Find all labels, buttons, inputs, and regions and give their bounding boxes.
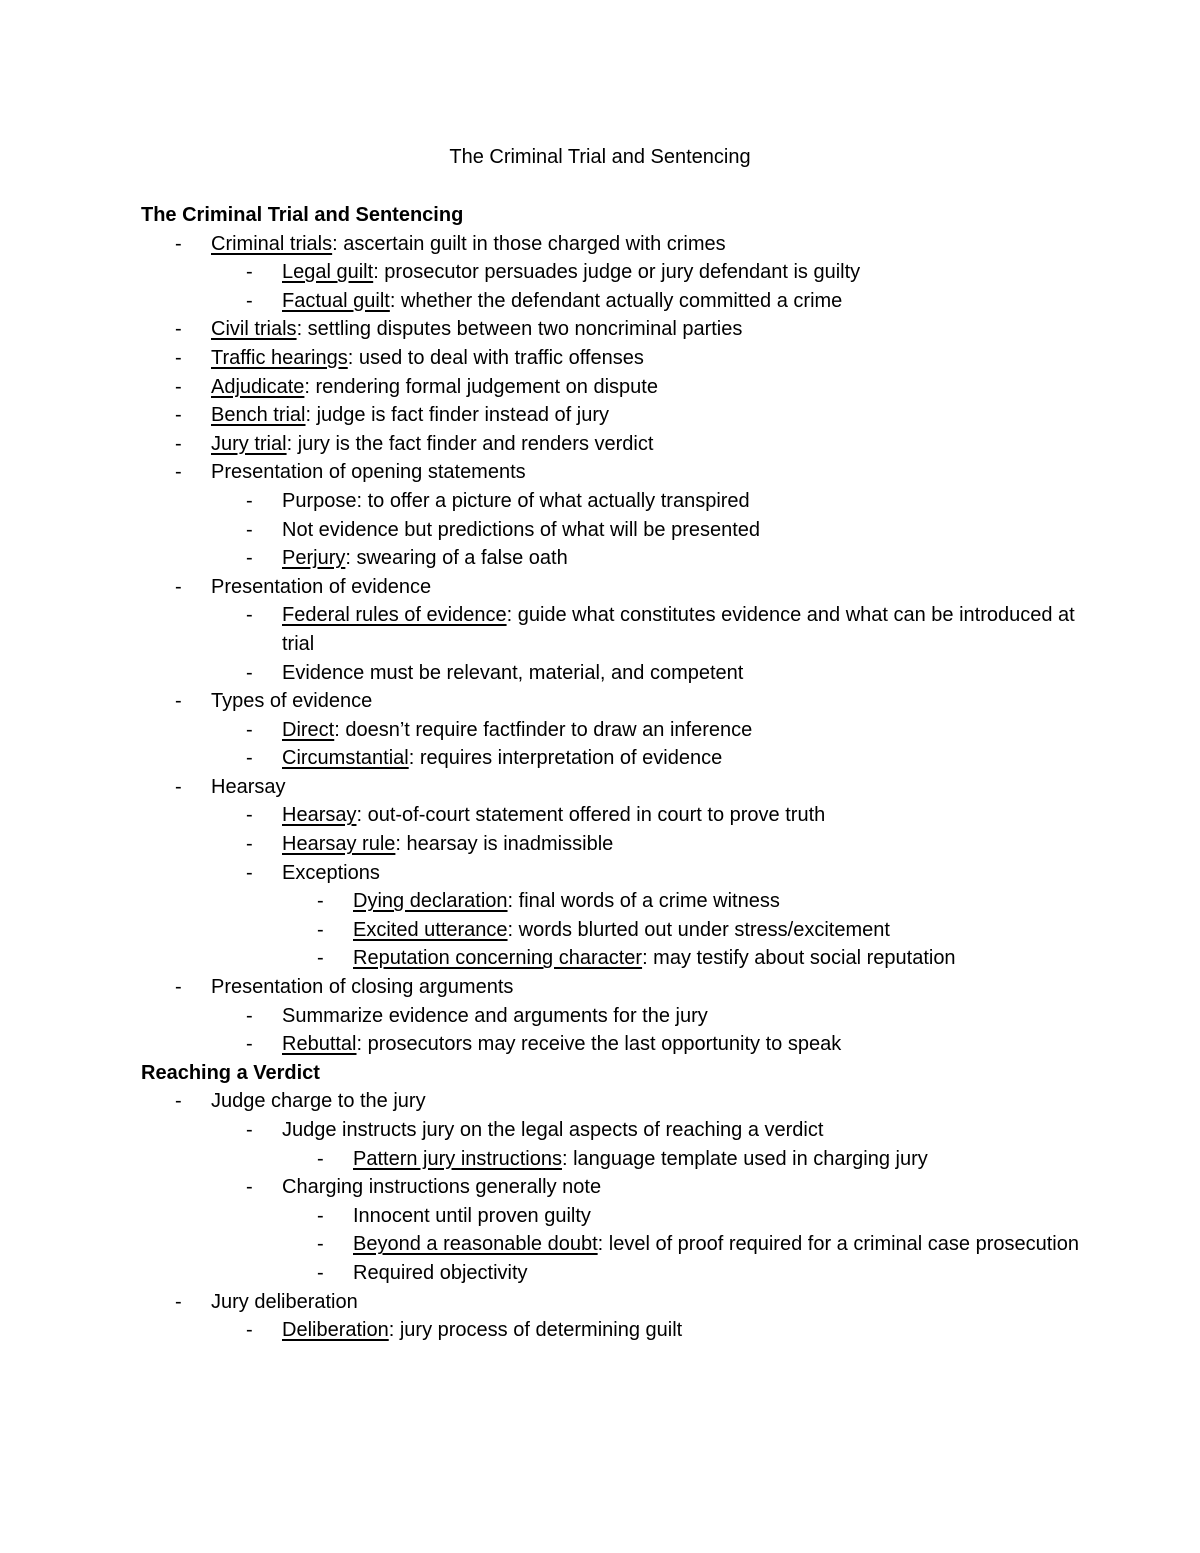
bullet-dash-icon: -	[246, 261, 253, 284]
outline-item-level-1	[141, 1087, 1081, 1116]
bullet-dash-icon: -	[246, 489, 253, 512]
item-text: Judge instructs jury on the legal aspects of reaching a verdict	[282, 1119, 824, 1141]
outline-item-level-3	[141, 1145, 1081, 1174]
definition-text: : used to deal with traffic offenses	[347, 346, 644, 369]
bullet-dash-icon: -	[175, 976, 182, 999]
outline-item-level-2	[141, 1030, 1081, 1059]
defined-term: Circumstantial	[282, 747, 409, 770]
bullet-dash-icon: -	[246, 861, 253, 884]
defined-term: Civil trials	[211, 318, 297, 341]
bullet-dash-icon: -	[175, 461, 182, 484]
bullet-dash-icon: -	[175, 232, 182, 255]
outline-item-level-2	[141, 601, 1081, 658]
definition-text: : requires interpretation of evidence	[408, 747, 723, 770]
outline-item-level-2	[141, 487, 1081, 516]
section-heading: Reaching a Verdict	[141, 1061, 320, 1084]
item-text: Hearsay	[211, 775, 286, 798]
item-text: Charging instructions generally note	[282, 1176, 602, 1199]
defined-term: Pattern jury instructions	[353, 1147, 562, 1170]
defined-term: Excited utterance	[353, 918, 508, 941]
bullet-dash-icon: -	[246, 1176, 253, 1199]
defined-term: Traffic hearings	[211, 346, 348, 369]
outline-item-level-1	[141, 401, 1081, 430]
outline-item-level-2	[141, 287, 1081, 316]
bullet-dash-icon: -	[175, 318, 182, 341]
bullet-dash-icon: -	[246, 1004, 253, 1027]
bullet-dash-icon: -	[175, 575, 182, 598]
outline-item-level-1	[141, 1288, 1081, 1317]
outline-item-level-1	[141, 344, 1081, 373]
outline-item-level-1	[141, 315, 1081, 344]
defined-term: Reputation concerning character	[353, 947, 643, 970]
outline-item-level-2	[141, 516, 1081, 545]
item-text: Types of evidence	[211, 690, 373, 713]
bullet-dash-icon: -	[317, 1147, 324, 1170]
item-text: Purpose: to offer a picture of what actually transpired	[282, 489, 750, 512]
definition-text: : ascertain guilt in those charged with crimes	[332, 232, 726, 255]
bullet-dash-icon: -	[317, 918, 324, 941]
item-text: Required objectivity	[353, 1261, 528, 1284]
outline-item-level-3	[141, 1202, 1081, 1231]
outline-item-level-3	[141, 1230, 1081, 1259]
outline-item-level-1	[141, 573, 1081, 602]
outline-item-level-3	[141, 1259, 1081, 1288]
defined-term: Beyond a reasonable doubt	[353, 1233, 598, 1256]
outline-item-level-1	[141, 373, 1081, 402]
outline-item-level-2	[141, 859, 1081, 888]
defined-term: Factual guilt	[282, 289, 390, 312]
definition-text: : guide what constitutes evidence and what can be introduced at trial	[282, 604, 1075, 655]
defined-term: Direct	[282, 718, 335, 741]
definition-text: : prosecutor persuades judge or jury defendant is guilty	[373, 261, 861, 284]
item-text: Exceptions	[282, 861, 380, 884]
definition-text: : hearsay is inadmissible	[395, 833, 614, 856]
bullet-dash-icon: -	[246, 747, 253, 770]
outline-item-level-1	[141, 773, 1081, 802]
item-text: Summarize evidence and arguments for the jury	[282, 1004, 708, 1027]
bullet-dash-icon: -	[246, 804, 253, 827]
outline-item-level-3	[141, 944, 1081, 973]
bullet-dash-icon: -	[246, 718, 253, 741]
definition-text: : swearing of a false oath	[345, 547, 568, 570]
page-title: The Criminal Trial and Sentencing	[449, 146, 751, 168]
defined-term: Legal guilt	[282, 261, 374, 284]
item-text: Presentation of opening statements	[211, 461, 526, 484]
definition-text: : words blurted out under stress/excitement	[507, 918, 890, 941]
defined-term: Bench trial	[211, 404, 306, 427]
item-text: Not evidence but predictions of what will be presented	[282, 518, 761, 541]
outline-item-level-1	[141, 430, 1081, 459]
item-text: Judge charge to the jury	[211, 1090, 426, 1113]
definition-text: : rendering formal judgement on dispute	[304, 375, 658, 398]
outline-item-level-2	[141, 1116, 1081, 1145]
bullet-dash-icon: -	[246, 1319, 253, 1342]
outline-item-level-2	[141, 801, 1081, 830]
outline-item-level-2	[141, 830, 1081, 859]
bullet-dash-icon: -	[175, 1090, 182, 1113]
definition-text: : level of proof required for a criminal case prosecution	[597, 1233, 1079, 1256]
bullet-dash-icon: -	[246, 547, 253, 570]
section-heading: The Criminal Trial and Sentencing	[141, 204, 464, 226]
definition-text: : jury process of determining guilt	[388, 1319, 683, 1342]
bullet-dash-icon: -	[175, 1290, 182, 1313]
definition-text: : jury is the fact finder and renders verdict	[286, 432, 654, 455]
bullet-dash-icon: -	[246, 661, 253, 684]
bullet-dash-icon: -	[175, 690, 182, 713]
bullet-dash-icon: -	[317, 1233, 324, 1256]
defined-term: Deliberation	[282, 1319, 389, 1342]
outline-item-level-2	[141, 716, 1081, 745]
bullet-dash-icon: -	[317, 1204, 324, 1227]
outline-item-level-2	[141, 544, 1081, 573]
bullet-dash-icon: -	[246, 1033, 253, 1056]
bullet-dash-icon: -	[246, 289, 253, 312]
bullet-dash-icon: -	[175, 775, 182, 798]
definition-text: : settling disputes between two noncriminal parties	[296, 318, 743, 341]
outline-item-level-2	[141, 258, 1081, 287]
definition-text: : may testify about social reputation	[642, 947, 956, 970]
item-text: Jury deliberation	[211, 1290, 358, 1313]
definition-text: : doesn’t require factfinder to draw an inference	[334, 718, 753, 741]
defined-term: Hearsay	[282, 804, 357, 827]
outline-item-level-2	[141, 1316, 1081, 1345]
outline-item-level-2	[141, 1002, 1081, 1031]
definition-text: : final words of a crime witness	[507, 890, 780, 913]
definition-text: : judge is fact finder instead of jury	[305, 404, 609, 427]
defined-term: Rebuttal	[282, 1033, 357, 1056]
item-text: Presentation of evidence	[211, 575, 432, 598]
definition-text: : language template used in charging jury	[561, 1147, 928, 1170]
defined-term: Federal rules of evidence	[282, 604, 507, 627]
item-text: Evidence must be relevant, material, and competent	[282, 661, 744, 684]
outline-item-level-3	[141, 916, 1081, 945]
outline-item-level-1	[141, 973, 1081, 1002]
bullet-dash-icon: -	[175, 404, 182, 427]
defined-term: Dying declaration	[353, 890, 508, 913]
bullet-dash-icon: -	[317, 1261, 324, 1284]
outline-item-level-2	[141, 1173, 1081, 1202]
defined-term: Jury trial	[211, 432, 287, 455]
outline-item-level-2	[141, 659, 1081, 688]
outline-item-level-1	[141, 458, 1081, 487]
outline-item-level-1	[141, 687, 1081, 716]
bullet-dash-icon: -	[317, 947, 324, 970]
bullet-dash-icon: -	[175, 375, 182, 398]
defined-term: Perjury	[282, 547, 346, 570]
bullet-dash-icon: -	[246, 833, 253, 856]
outline-item-level-1	[141, 230, 1081, 259]
bullet-dash-icon: -	[246, 604, 253, 627]
defined-term: Hearsay rule	[282, 833, 396, 856]
defined-term: Criminal trials	[211, 232, 333, 255]
definition-text: : prosecutors may receive the last opportunity to speak	[356, 1033, 842, 1056]
bullet-dash-icon: -	[246, 518, 253, 541]
definition-text: : whether the defendant actually committed a crime	[389, 289, 843, 312]
outline-item-level-2	[141, 744, 1081, 773]
bullet-dash-icon: -	[175, 432, 182, 455]
item-text: Innocent until proven guilty	[353, 1204, 591, 1227]
bullet-dash-icon: -	[317, 890, 324, 913]
bullet-dash-icon: -	[175, 346, 182, 369]
definition-text: : out-of-court statement offered in court to prove truth	[356, 804, 826, 827]
item-text: Presentation of closing arguments	[211, 976, 514, 999]
outline-item-level-3	[141, 887, 1081, 916]
document-body	[141, 201, 1081, 1345]
bullet-dash-icon: -	[246, 1119, 253, 1141]
defined-term: Adjudicate	[211, 375, 305, 398]
